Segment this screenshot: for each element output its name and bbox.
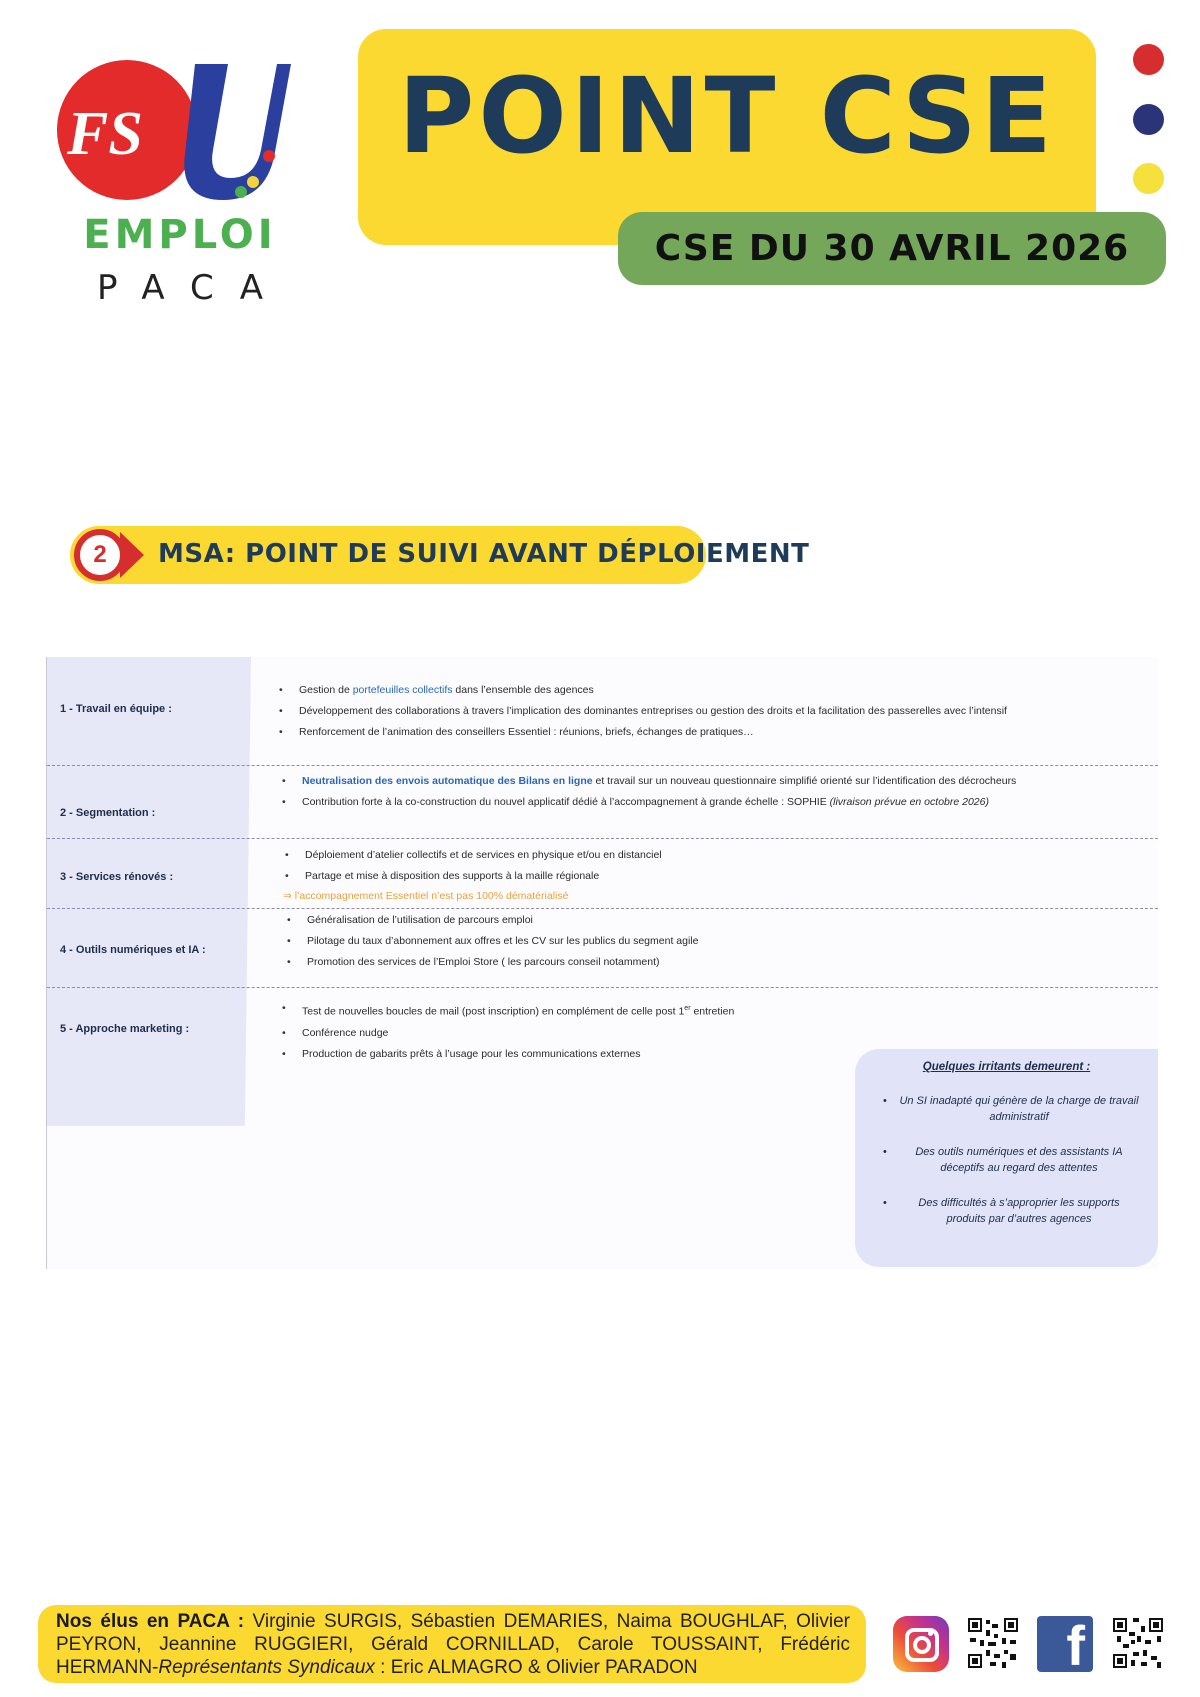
slide-label-band xyxy=(47,657,251,1126)
yellow-dot-icon xyxy=(1133,163,1164,194)
red-dot-icon xyxy=(1133,44,1164,75)
msa-slide xyxy=(46,657,1158,1269)
row-label: 1 - Travail en équipe : xyxy=(60,703,172,715)
list-item: • Gestion de portefeuilles collectifs dans l’ensemble des agences xyxy=(299,684,1059,697)
list-item: • Partage et mise à disposition des supports à la maille régionale xyxy=(305,870,1065,883)
list-item: • Production de gabarits prêts à l’usage pour les communications externes xyxy=(302,1048,862,1061)
list-item: • Renforcement de l’animation des conseillers Essentiel : réunions, briefs, échanges de pratiques… xyxy=(299,726,1059,739)
qr-code-icon[interactable] xyxy=(966,1616,1020,1670)
logo-emploi: EMPLOI xyxy=(83,212,277,258)
cse-date: CSE DU 30 AVRIL 2026 xyxy=(618,212,1166,285)
list-item: • Un SI inadapté qui génère de la charge de travail administratif xyxy=(899,1093,1139,1125)
list-item: • Pilotage du taux d’abonnement aux offres et les CV sur les publics du segment agile xyxy=(307,935,1067,948)
row-label: 4 - Outils numériques et IA : xyxy=(60,944,206,956)
list-item: • Promotion des services de l’Emploi Store ( les parcours conseil notamment) xyxy=(307,956,1067,969)
list-item: • Des outils numériques et des assistants IA déceptifs au regard des attentes xyxy=(899,1144,1139,1176)
list-item: • Neutralisation des envois automatique des Bilans en ligne et travail sur un nouveau questionnaire simplifié orienté sur l’identification des décrocheurs xyxy=(302,775,1122,788)
navy-dot-icon xyxy=(1133,104,1164,135)
list-item: • Déploiement d’atelier collectifs et de services en physique et/ou en distanciel xyxy=(305,849,1065,862)
logo-paca: PACA xyxy=(97,268,289,308)
footer-elected-members xyxy=(38,1605,866,1683)
list-item: • Généralisation de l’utilisation de parcours emploi xyxy=(307,914,1067,927)
row-label: 5 - Approche marketing : xyxy=(60,1023,190,1035)
instagram-icon[interactable] xyxy=(893,1616,949,1672)
row-items xyxy=(302,775,1122,817)
section-title: MSA: POINT DE SUIVI AVANT DÉPLOIEMENT xyxy=(158,539,810,569)
list-item: • Contribution forte à la co-construction du nouvel applicatif dédié à l’accompagnement à grande échelle : SOPHIE (livraison prévue en octobre 2026) xyxy=(302,796,1122,809)
row-items xyxy=(307,914,1067,977)
irritants-box xyxy=(855,1049,1158,1267)
list-item: • Développement des collaborations à travers l’implication des dominantes entreprises ou gestion des droits et la facilitation des passerelles avec l’intensif xyxy=(299,705,1059,718)
list-item: • Conférence nudge xyxy=(302,1027,862,1040)
footer-text: Nos élus en PACA : Virginie SURGIS, Sébastien DEMARIES, Naima BOUGHLAF, Olivier PEYRON, Jeannine RUGGIERI, Gérald CORNILLAD, Carole TOUSSAINT, Frédéric HERMANN-Représentants Syndicaux : Eric ALMAGRO & Olivier PARADON xyxy=(56,1611,850,1678)
list-item: • Test de nouvelles boucles de mail (post inscription) en complément de celle post 1er entretien xyxy=(302,1002,862,1019)
fsu-emploi-paca-logo xyxy=(45,50,325,320)
row-items xyxy=(302,1002,862,1069)
divider xyxy=(47,838,1158,839)
section-header xyxy=(70,526,810,584)
qr-code-icon[interactable] xyxy=(1111,1616,1165,1670)
divider xyxy=(47,765,1158,766)
arrow-note: ⇒ l’accompagnement Essentiel n’est pas 100% dématérialisé xyxy=(283,890,569,902)
row-label: 2 - Segmentation : xyxy=(60,807,156,819)
irritants-title: Quelques irritants demeurent : xyxy=(922,1061,1091,1073)
list-item: • Des difficultés à s’approprier les supports produits par d’autres agences xyxy=(899,1195,1139,1227)
row-items xyxy=(305,849,1065,891)
section-number: 2 xyxy=(74,529,126,581)
page-title: POINT CSE xyxy=(398,55,1056,177)
irritants-list xyxy=(899,1093,1139,1246)
facebook-icon[interactable]: f xyxy=(1037,1616,1093,1672)
fsu-logo-mark xyxy=(45,50,325,220)
logo-letters: FS xyxy=(67,100,143,168)
divider xyxy=(47,987,1158,988)
row-label: 3 - Services rénovés : xyxy=(60,871,174,883)
divider xyxy=(47,908,1158,909)
row-items xyxy=(299,684,1059,747)
